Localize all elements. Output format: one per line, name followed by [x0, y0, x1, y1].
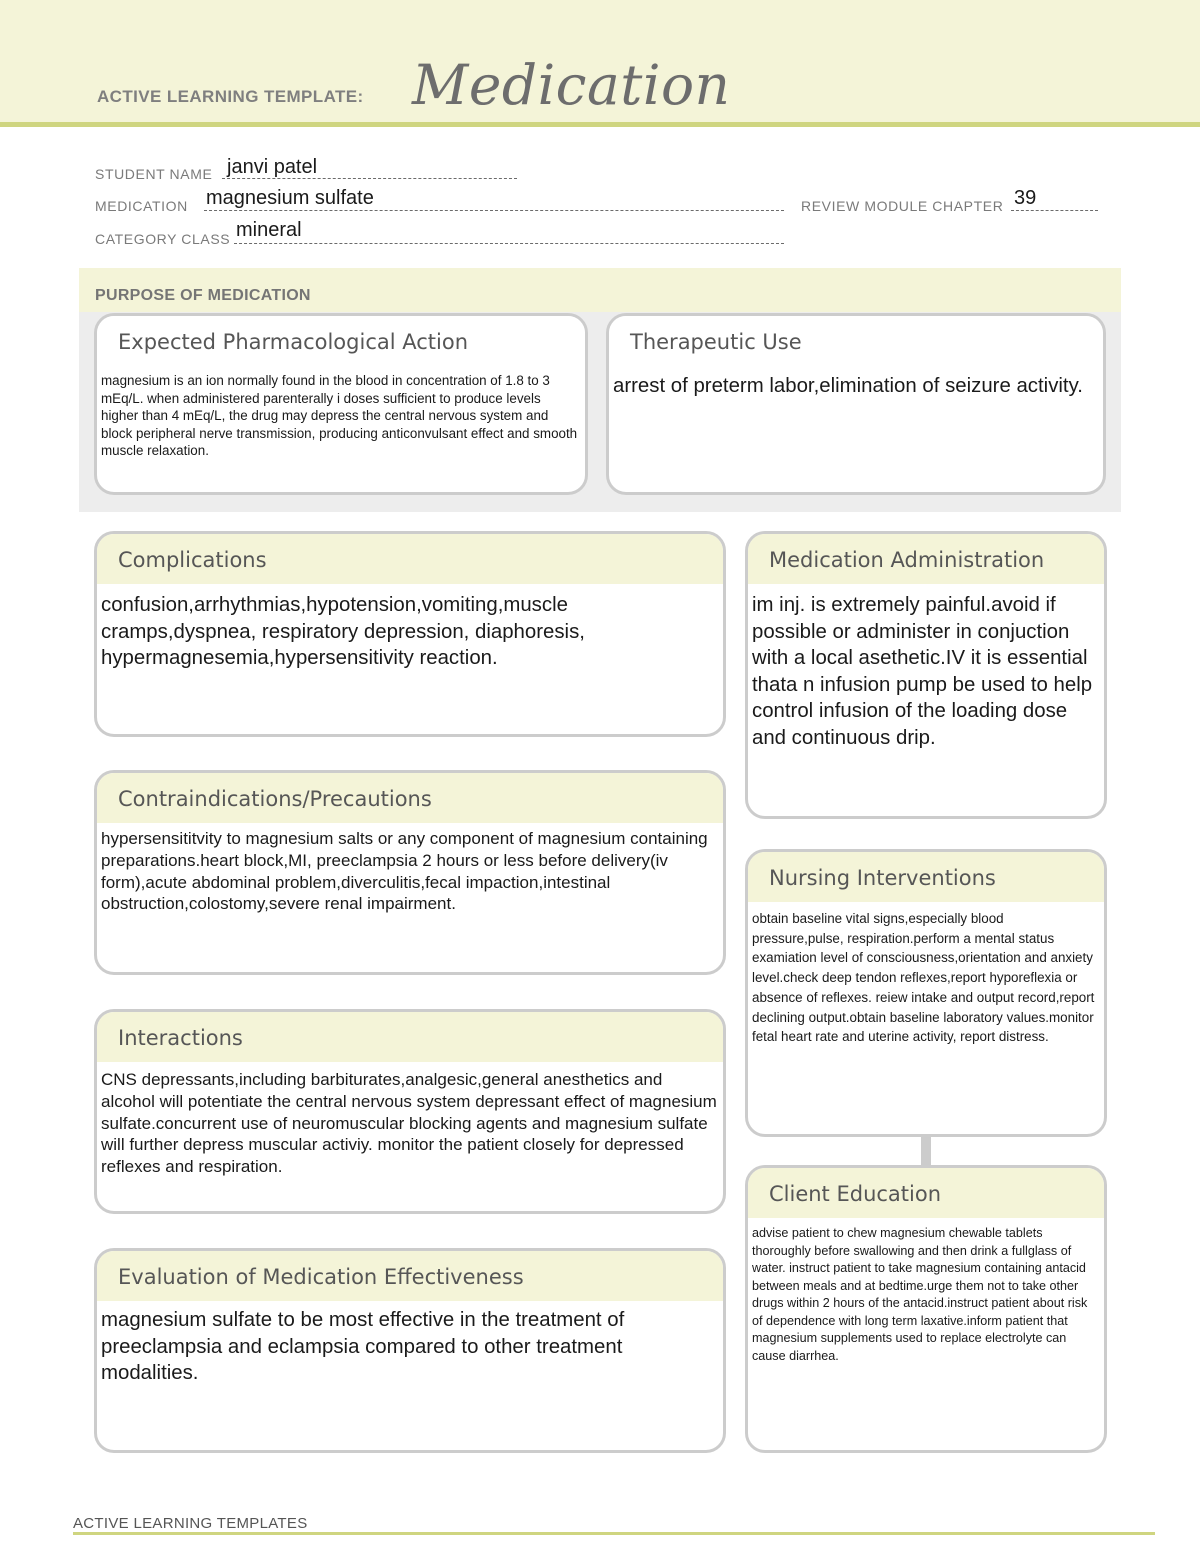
medication-field[interactable]: magnesium sulfate	[206, 187, 374, 209]
page-title: Medication	[412, 53, 731, 117]
evaluation-card	[94, 1248, 726, 1453]
client-education-title: Client Education	[769, 1182, 942, 1206]
client-education-text[interactable]: advise patient to chew magnesium chewable tablets thoroughly before swallowing and then drink a fullglass of water. instruct patient to take magnesium containing antacid between meals and at bedtime.urge them not to take other drugs within 2 hours of the antacid.instruct patient about risk of dependence with long term laxative.inform patient that magnesium supplements used to replace electrolyte can cause diarrhea.	[752, 1226, 1088, 1363]
administration-card	[745, 531, 1107, 819]
footer-rule	[73, 1532, 1155, 1535]
nursing-title: Nursing Interventions	[769, 866, 996, 890]
complications-title: Complications	[118, 548, 267, 572]
category-class-field[interactable]: mineral	[236, 219, 302, 241]
student-name-label: STUDENT NAME	[95, 166, 213, 182]
category-class-label: CATEGORY CLASS	[95, 231, 231, 247]
template-label: ACTIVE LEARNING TEMPLATE:	[97, 87, 364, 106]
client-education-card	[745, 1165, 1107, 1453]
category-class-line	[234, 243, 784, 244]
student-name-field[interactable]: janvi patel	[227, 156, 318, 178]
contraindications-title: Contraindications/Precautions	[118, 787, 432, 811]
expected-action-title: Expected Pharmacological Action	[118, 330, 469, 354]
contraindications-text[interactable]: hypersensititvity to magnesium salts or any component of magnesium containing preparations.heart block,MI, preeclampsia 2 hours or less before delivery(iv form),acute abdominal problem,diverculitis,fecal impaction,intestinal obstruction,colostomy,severe renal impairment.	[101, 829, 708, 914]
interactions-text[interactable]: CNS depressants,including barbiturates,analgesic,general anesthetics and alcohol will potentiate the central nervous system depressant effect of magnesium sulfate.concurrent use of neuromuscular blocking agents and magnesium sulfate will further depress muscular activiy. monitor the patient closely for depressed reflexes and respiration.	[101, 1070, 717, 1177]
contraindications-card	[94, 770, 726, 975]
medication-label: MEDICATION	[95, 198, 188, 214]
review-module-line	[1011, 210, 1098, 211]
nursing-card	[745, 849, 1107, 1137]
footer-label: ACTIVE LEARNING TEMPLATES	[73, 1515, 308, 1532]
therapeutic-use-card	[606, 313, 1106, 495]
therapeutic-use-title: Therapeutic Use	[630, 330, 802, 354]
review-module-label: REVIEW MODULE CHAPTER	[801, 198, 1004, 214]
administration-title: Medication Administration	[769, 548, 1045, 572]
evaluation-title: Evaluation of Medication Effectiveness	[118, 1265, 524, 1289]
interactions-title: Interactions	[118, 1026, 243, 1050]
interactions-card	[94, 1009, 726, 1214]
header-rule	[0, 122, 1200, 127]
purpose-heading: PURPOSE OF MEDICATION	[95, 287, 311, 304]
connector	[921, 1135, 931, 1167]
medication-line	[204, 210, 784, 211]
evaluation-text[interactable]: magnesium sulfate to be most effective in the treatment of preeclampsia and eclampsia compared to other treatment modalities.	[101, 1309, 625, 1384]
complications-card	[94, 531, 726, 737]
administration-text[interactable]: im inj. is extremely painful.avoid if possible or administer in conjuction with a local asethetic.IV it is essential thata n infusion pump be used to help control infusion of the loading dose and continuous drip.	[752, 594, 1093, 749]
complications-text[interactable]: confusion,arrhythmias,hypotension,vomiting,muscle cramps,dyspnea, respiratory depression, diaphoresis, hypermagnesemia,hypersensitivity reaction.	[101, 594, 585, 669]
review-module-field[interactable]: 39	[1014, 187, 1037, 209]
expected-action-card	[94, 313, 588, 495]
therapeutic-use-text[interactable]: arrest of preterm labor,elimination of seizure activity.	[613, 375, 1083, 397]
expected-action-text[interactable]: magnesium is an ion normally found in the blood in concentration of 1.8 to 3 mEq/L. when administered parenterally i doses sufficient to produce levels higher than 4 mEq/L, the drug may depress the central nervous system and block peripheral nerve transmission, producing anticonvulsant effect and smooth muscle relaxation.	[101, 373, 578, 459]
nursing-text[interactable]: obtain baseline vital signs,especially blood pressure,pulse, respiration.perform a mental status examiation level of consciousness,orientation and anxiety level.check deep tendon reflexes,report hyporeflexia or absence of reflexes. reiew intake and output record,report declining output.obtain baseline laboratory values.monitor fetal heart rate and uterine activity, report distress.	[752, 911, 1095, 1045]
